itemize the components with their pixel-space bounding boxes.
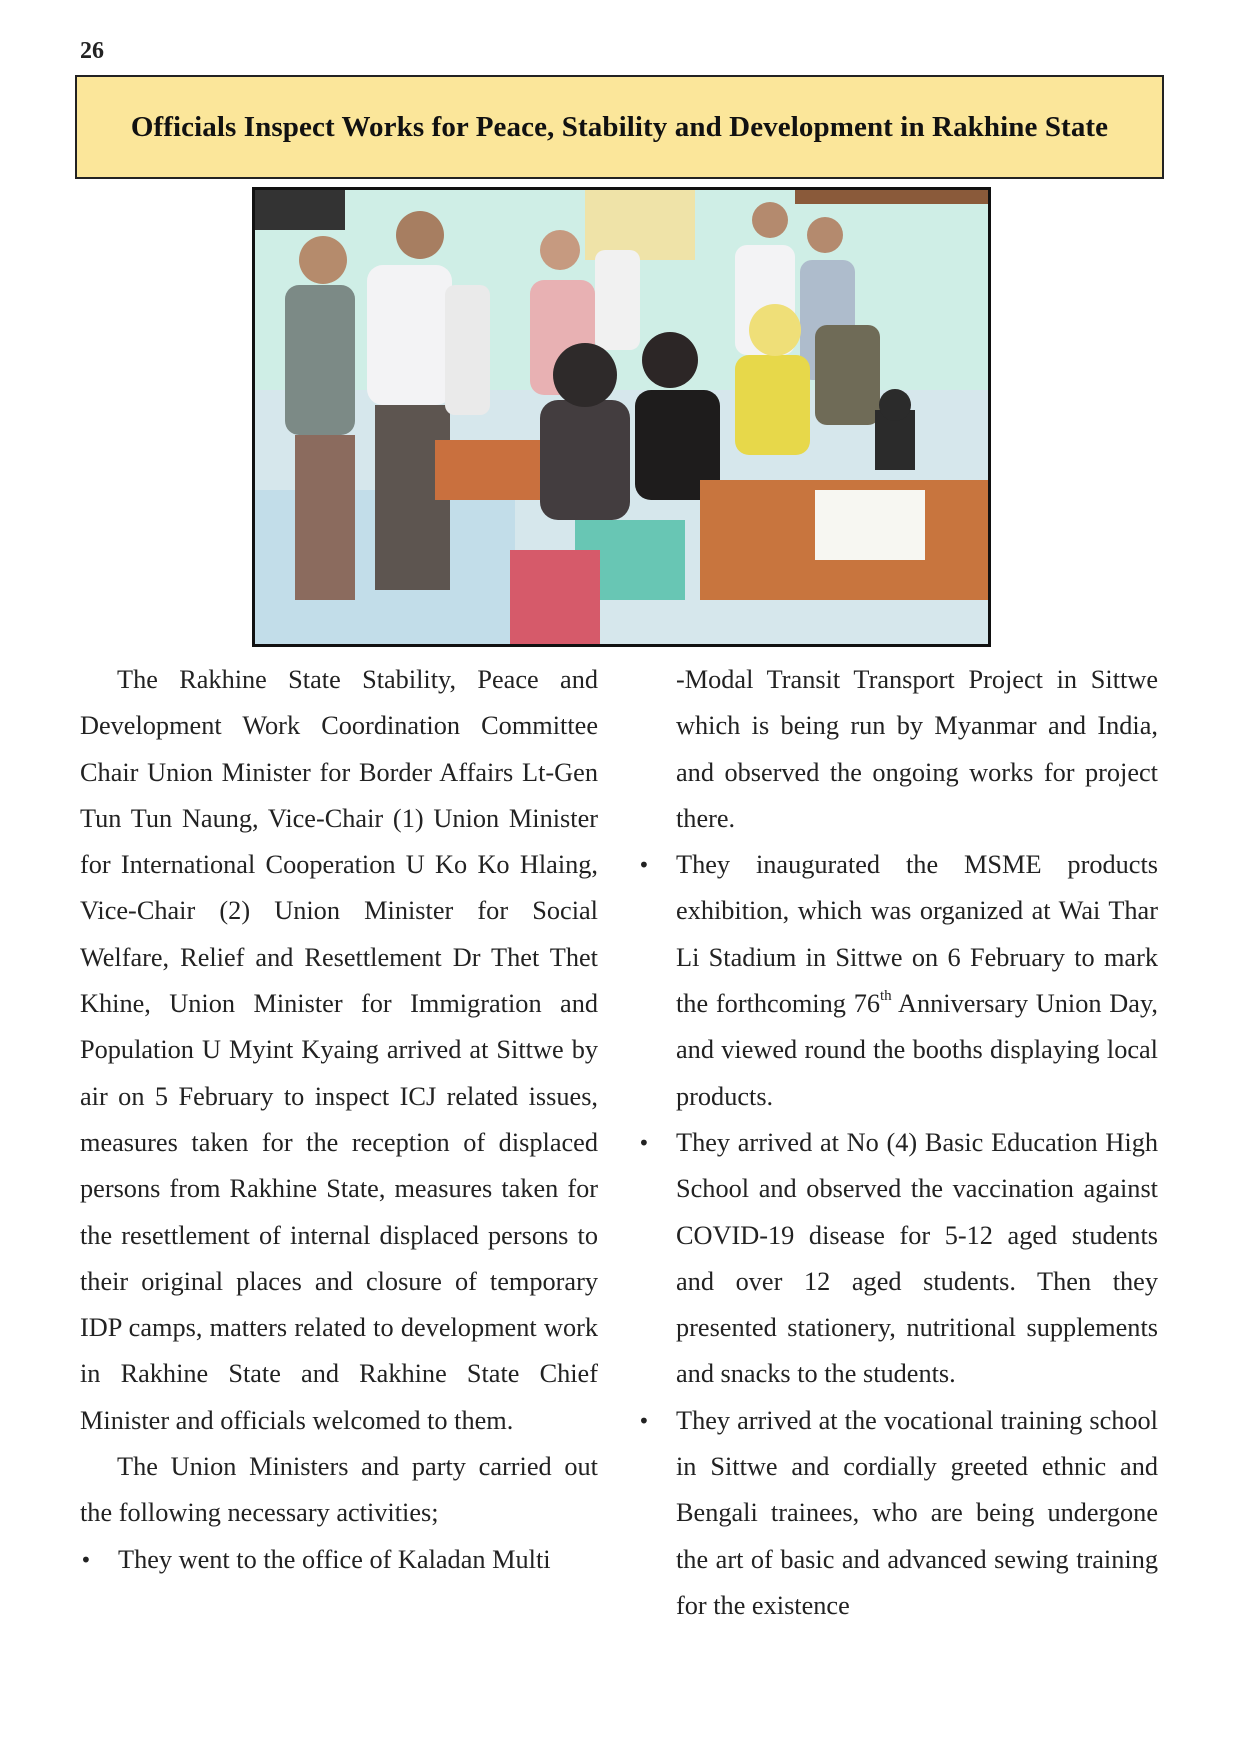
ordinal-suffix: th [880,988,892,1005]
bullet-item-kaladan-start: • They went to the office of Kaladan Multi [80,1537,598,1583]
right-column [676,657,1158,1629]
msme-text-after: Anniversary Union Day, and viewed round the booths displaying local products. [676,989,1158,1111]
activities-intro-paragraph: The Union Ministers and party carried out the following necessary activities; [80,1452,598,1528]
bullet-item-vocational-training: • They arrived at the vocational training school in Sittwe and cordially greeted ethnic and Bengali trainees, who are being undergone the art of basic and advanced sewing training for the existence [676,1398,1158,1629]
photo-sewing-training-inspection-icon [255,190,988,644]
bullet-item-vaccination: • They arrived at No (4) Basic Education High School and observed the vaccination against COVID-19 disease for 5-12 aged students and over 12 aged students. Then they presented stationery, nutritional supplements and snacks to the students. [676,1120,1158,1398]
article-title: Officials Inspect Works for Peace, Stability and Development in Rakhine State [130,110,1109,143]
article-photo [252,187,991,647]
bullet-item-msme-exhibition [676,842,1158,1120]
left-column [80,657,598,1583]
page-number: 26 [80,38,104,64]
bullet-item-kaladan-continued: -Modal Transit Transport Project in Sittwe which is being run by Myanmar and India, and observed the ongoing works for project there. [676,665,1158,833]
msme-text-before: They inaugurated the MSME products exhibition, which was organized at Wai Thar Li Stadium in Sittwe on 6 February to mark the forthcoming 76 [676,850,1158,1019]
intro-paragraph: The Rakhine State Stability, Peace and Development Work Coordination Committee Chair Union Minister for Border Affairs Lt-Gen Tun Tun Naung, Vice-Chair (1) Union Minister for International Cooperation U Ko Ko Hlaing, Vice-Chair (2) Union Minister for Social Welfare, Relief and Resettlement Dr Thet Thet Khine, Union Minister for Immigration and Population U Myint Kyaing arrived at Sittwe by air on 5 February to inspect ICJ related issues, measures taken for the reception of displaced persons from Rakhine State, measures taken for the resettlement of internal displaced persons to their original places and closure of temporary IDP camps, matters related to development work in Rakhine State and Rakhine State Chief Minister and officials welcomed to them. [80,665,598,1435]
article-title-box [75,75,1164,179]
